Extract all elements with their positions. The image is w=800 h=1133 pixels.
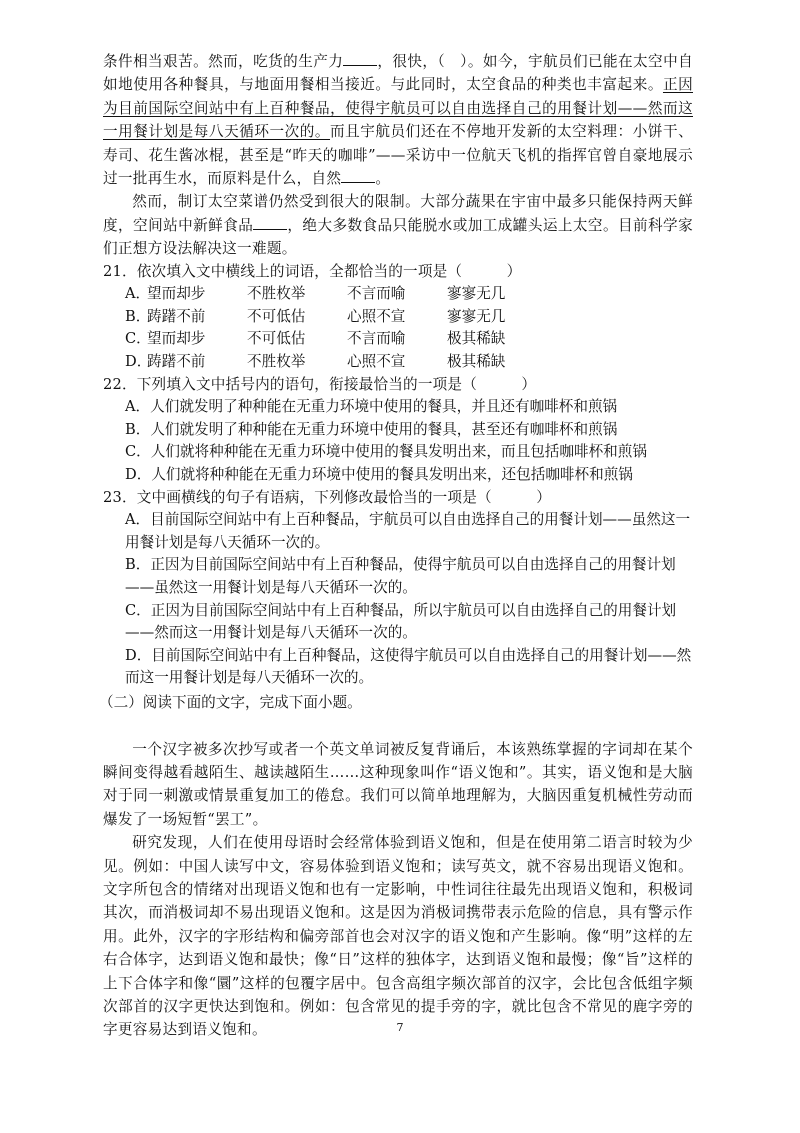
passage1-paragraph2	[103, 190, 693, 260]
spacer	[103, 715, 693, 738]
option-21-b[interactable]	[103, 306, 693, 329]
option-22-c[interactable]: C．人们就将种种能在无重力环境中使用的餐具发明出来，而且包括咖啡杯和煎锅	[125, 443, 647, 461]
option-21-a[interactable]	[103, 283, 693, 306]
page-content	[99, 50, 693, 1042]
option-word: 不言而喻	[347, 330, 406, 348]
section-heading: （二）阅读下面的文字，完成下面小题。	[99, 693, 362, 711]
option-word: 望而却步	[147, 330, 206, 348]
fill-blank	[341, 168, 375, 183]
question-22-stem: 22．下列填入文中括号内的语句，衔接最恰当的一项是（ ）	[103, 375, 537, 393]
option-word: 不可低估	[247, 307, 306, 325]
option-word: 不言而喻	[347, 285, 406, 303]
passage1-paragraph1	[103, 50, 693, 190]
passage2-paragraph2: 研究发现，人们在使用母语时会经常体验到语义饱和，但是在使用第二语言时较为少见。例如：中国人读写中文，容易体验到语义饱和；读写英文，就不容易出现语义饱和。文字所包含的情绪对出现语义饱和也有一定影响，中性词往往最先出现语义饱和，积极词其次，而消极词却不易出现语义饱和。这是因为消极词携带表示危险的信息，具有警示作用。此外，汉字的字形结构和偏旁部首也会对汉字的语义饱和产生影响。像“明”这样的左右合体字，达到语义饱和最快；像“日”这样的独体字，达到语义饱和最慢；像“旨”这样的上下合体字和像“圜”这样的包覆字居中。包含高组字频次部首的汉字，会比包含低组字频次部首的汉字更快达到饱和。例如：包含常见的提手旁的字，就比包含不常见的鹿字旁的字更容易达到语义饱和。	[103, 834, 693, 1039]
option-word: 踌躇不前	[147, 307, 206, 325]
passage2-paragraph1: 一个汉字被多次抄写或者一个英文单词被反复背诵后，本该熟练掌握的字词却在某个瞬间变得越看越陌生、越读越陌生……这种现象叫作“语义饱和”。其实，语义饱和是大脑对于同一刺激或情景重复加工的倦怠。我们可以简单地理解为，大脑因重复机械性劳动而爆发了一场短暂“罢工”。	[103, 740, 693, 828]
option-word: 望而却步	[147, 285, 206, 303]
option-23-d[interactable]: D．目前国际空间站中有上百种餐品，这使得宇航员可以自由选择自己的用餐计划——然而这一用餐计划是每八天循环一次的。	[125, 646, 692, 687]
option-22-b[interactable]: B．人们就发明了种种能在无重力环境中使用的餐具，甚至还有咖啡杯和煎锅	[125, 420, 618, 438]
underlined-sentence: 正因为目前国际空间站中有上百种餐品，使得宇航员可以自由选择自己的用餐计划——然而这一用餐计划是每八天循环一次的。	[103, 76, 693, 141]
fill-blank	[253, 215, 287, 230]
option-word: 不胜枚举	[247, 353, 306, 371]
option-word: 寥寥无几	[447, 285, 506, 303]
option-21-c[interactable]	[103, 328, 693, 351]
passage-text: 而且宇航员们还在不停地开发新的太空料理：小饼干、寿司、花生酱冰棍，甚至是“昨天的咖啡”——采访中一位航天飞机的指挥官曾自豪地展示过一批再生水，而原料是什么，自然	[103, 123, 693, 188]
option-key: C．	[125, 330, 151, 348]
option-word: 心照不宣	[347, 307, 406, 325]
option-word: 不可低估	[247, 330, 306, 348]
passage-text: 条件相当艰苦。然而，吃货的生产力	[103, 53, 344, 70]
option-word: 踌躇不前	[147, 353, 206, 371]
question-21-stem: 21．依次填入文中横线上的词语，全都恰当的一项是（ ）	[103, 262, 522, 280]
option-word: 寥寥无几	[447, 307, 506, 325]
option-23-c[interactable]: C．正因为目前国际空间站中有上百种餐品，所以宇航员可以自由选择自己的用餐计划——然而这一用餐计划是每八天循环一次的。	[125, 601, 677, 642]
option-word: 极其稀缺	[447, 330, 506, 348]
option-22-d[interactable]: D．人们就将种种能在无重力环境中使用的餐具发明出来，还包括咖啡杯和煎锅	[125, 466, 633, 483]
option-key: A．	[125, 285, 151, 303]
passage-text: ，绝大多数食品只能脱水或加工成罐头运上太空。目前科学家们正想方设法解决这一难题。	[103, 216, 693, 258]
passage-text: ，很快，（ ）。如今，宇航员们已能在太空中自如地使用各种餐具，与地面用餐相当接近。与此同时，太空食品的种类也丰富起来。	[103, 53, 693, 94]
option-23-a[interactable]: A．目前国际空间站中有上百种餐品，宇航员可以自由选择自己的用餐计划——虽然这一用餐计划是每八天循环一次的。	[125, 511, 691, 551]
option-key: B．	[125, 307, 151, 325]
option-21-d[interactable]	[103, 351, 693, 374]
option-23-b[interactable]: B．正因为目前国际空间站中有上百种餐品，使得宇航员可以自由选择自己的用餐计划——虽然这一用餐计划是每八天循环一次的。	[125, 556, 676, 596]
fill-blank	[343, 51, 377, 66]
option-word: 不胜枚举	[247, 285, 306, 303]
page-number: 7	[396, 1021, 404, 1034]
option-word: 极其稀缺	[447, 353, 506, 371]
passage-text: 。	[375, 170, 391, 188]
question-23-stem: 23．文中画横线的句子有语病，下列修改最恰当的一项是（ ）	[103, 488, 551, 506]
option-22-a[interactable]: A．人们就发明了种种能在无重力环境中使用的餐具，并且还有咖啡杯和煎锅	[125, 398, 618, 416]
option-key: D．	[125, 353, 152, 371]
passage-text: 然而，制订太空菜谱仍然受到很大的限制。大部分蔬果在宇宙中最多只能保持两天鲜度，空间站中新鲜食品	[103, 193, 693, 234]
option-word: 心照不宣	[347, 353, 406, 371]
question-21-options	[103, 283, 693, 373]
